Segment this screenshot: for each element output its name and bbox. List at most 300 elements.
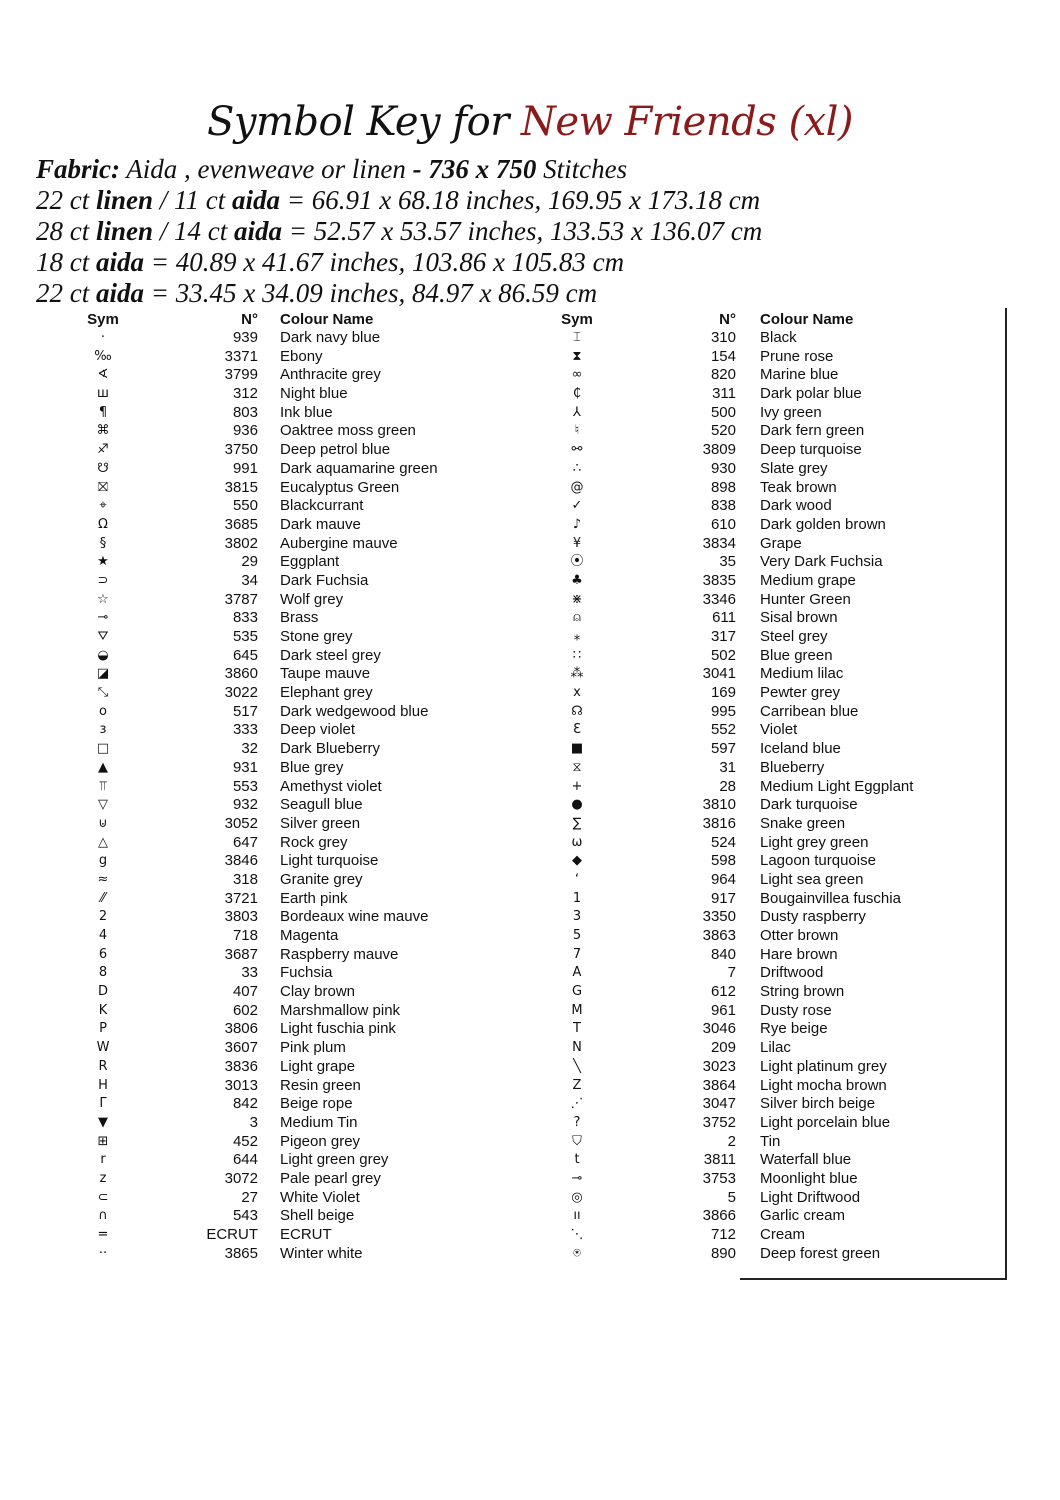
colour-name: Resin green bbox=[280, 1076, 361, 1094]
fabric-type: aida bbox=[234, 216, 283, 246]
thread-number: 5 bbox=[727, 1188, 736, 1206]
thread-number: 552 bbox=[710, 721, 736, 739]
colour-name: Light sea green bbox=[760, 870, 864, 888]
thread-number: 524 bbox=[710, 833, 736, 851]
colour-name: Cream bbox=[760, 1226, 806, 1243]
colour-name: Shell beige bbox=[280, 1207, 355, 1225]
thread-number: 318 bbox=[232, 870, 258, 888]
table-border-bottom bbox=[740, 1278, 1007, 1280]
colour-name: Very Dark Fuchsia bbox=[760, 553, 883, 571]
thread-number: 553 bbox=[232, 777, 258, 795]
thread-number: 3721 bbox=[224, 889, 258, 907]
thread-number: 500 bbox=[710, 403, 736, 421]
arrow-diagonal-icon: ♐ bbox=[97, 442, 109, 458]
size-text: 22 ct bbox=[36, 185, 96, 215]
square-outline-icon: □ bbox=[96, 741, 110, 757]
thread-number: 3816 bbox=[702, 814, 736, 832]
colour-name: ECRUT bbox=[280, 1226, 332, 1243]
triangle-up-outline-icon: △ bbox=[98, 834, 108, 850]
letter-n-icon: N bbox=[572, 1040, 582, 1056]
letter-t-lower-icon: t bbox=[574, 1152, 580, 1168]
thread-number: 718 bbox=[232, 927, 258, 944]
colour-name: Hare brown bbox=[760, 945, 838, 963]
colour-name: Ivy green bbox=[760, 403, 822, 421]
diagonal-dot-icon: ⤡ bbox=[97, 685, 109, 701]
thread-number: 803 bbox=[232, 403, 258, 421]
double-bar-icon: ıı bbox=[573, 1208, 581, 1224]
fabric-types: Aida , evenweave or linen bbox=[120, 154, 413, 184]
colour-name: Lagoon turquoise bbox=[760, 852, 876, 870]
colour-name: White Violet bbox=[280, 1188, 360, 1206]
letter-r-icon: R bbox=[98, 1058, 108, 1074]
fabric-type: aida bbox=[96, 247, 145, 277]
thread-number: 598 bbox=[710, 852, 736, 870]
size-text: = 33.45 x 34.09 inches, 84.97 x 86.59 cm bbox=[144, 278, 598, 308]
thread-number: 407 bbox=[232, 983, 258, 1001]
fabric-type: linen bbox=[96, 185, 154, 215]
thread-number: 3834 bbox=[702, 534, 736, 552]
colour-name: Tin bbox=[760, 1132, 781, 1150]
thread-number: 610 bbox=[710, 515, 736, 533]
colour-name: Light Driftwood bbox=[760, 1188, 861, 1206]
colour-name: Silver green bbox=[280, 814, 361, 832]
boxed-heart-icon: ⛉ bbox=[572, 1133, 582, 1149]
thread-number: 3860 bbox=[224, 665, 258, 683]
colour-name: Anthracite grey bbox=[280, 366, 381, 384]
thread-number: 3809 bbox=[702, 441, 736, 459]
yen-icon: ¥ bbox=[572, 535, 582, 551]
section-icon: § bbox=[99, 535, 107, 551]
thread-number: ECRUT bbox=[206, 1226, 258, 1243]
small-o-icon: o bbox=[99, 703, 107, 719]
thread-number: 3350 bbox=[702, 908, 736, 926]
music-note-icon: ♪ bbox=[572, 516, 582, 532]
colour-name: Dark mauve bbox=[280, 515, 361, 533]
letter-m-icon: M bbox=[571, 1002, 583, 1018]
circle-filled-icon: ● bbox=[571, 797, 583, 813]
colour-name: Pink plum bbox=[280, 1039, 346, 1057]
angle-icon: ∢ bbox=[97, 367, 109, 383]
per-mille-icon: ‰ bbox=[94, 348, 112, 364]
fabric-label: Fabric: bbox=[36, 154, 120, 184]
thread-number: 3047 bbox=[702, 1095, 736, 1113]
division-times-icon: ⋇ bbox=[571, 591, 583, 607]
open-e-icon: Ɛ bbox=[573, 722, 581, 738]
cup-dot-icon: ⊍ bbox=[98, 815, 108, 831]
colour-name: Deep violet bbox=[280, 721, 356, 739]
colour-name: Light porcelain blue bbox=[760, 1113, 891, 1131]
diagonal-dots-down-icon: ⋱ bbox=[570, 1227, 584, 1242]
colour-name: Light fuschia pink bbox=[280, 1020, 396, 1038]
colour-name: Moonlight blue bbox=[760, 1169, 858, 1187]
thread-number: 550 bbox=[232, 497, 258, 515]
thread-number: 27 bbox=[241, 1188, 258, 1206]
thread-number: 964 bbox=[710, 870, 736, 888]
size-line bbox=[36, 216, 1036, 247]
bullseye-icon: ◎ bbox=[571, 1189, 583, 1205]
colour-name: Dusty raspberry bbox=[760, 908, 866, 926]
thread-number: 517 bbox=[232, 702, 258, 720]
page-title bbox=[0, 96, 1060, 148]
thread-number: 32 bbox=[241, 740, 258, 758]
colour-name: Silver birch beige bbox=[760, 1095, 876, 1113]
thread-number: 838 bbox=[710, 497, 736, 515]
thread-number: 939 bbox=[232, 329, 258, 346]
thread-number: 312 bbox=[232, 385, 258, 403]
thread-number: 3806 bbox=[224, 1020, 258, 1038]
size-text: = 66.91 x 68.18 inches, 169.95 x 173.18 cm bbox=[280, 185, 761, 215]
colour-name: Ebony bbox=[280, 347, 323, 365]
colour-name: Blueberry bbox=[760, 758, 825, 776]
colour-name: Sisal brown bbox=[760, 609, 838, 627]
colour-name: Taupe mauve bbox=[280, 665, 371, 683]
digit-1-icon: 1 bbox=[572, 890, 582, 906]
thread-number: 3607 bbox=[224, 1039, 258, 1057]
colour-name: Snake green bbox=[760, 814, 846, 832]
fabric-line bbox=[36, 154, 1036, 185]
colour-name: Winter white bbox=[280, 1244, 363, 1262]
thread-number: 3041 bbox=[702, 665, 736, 683]
colour-name: Blackcurrant bbox=[280, 497, 364, 515]
colour-name: Medium lilac bbox=[760, 665, 844, 683]
thread-number: 3866 bbox=[702, 1207, 736, 1225]
colour-name: Steel grey bbox=[760, 628, 828, 645]
asterism-x-icon: ⁂ bbox=[570, 666, 584, 682]
ascending-node-icon: ☊ bbox=[571, 703, 583, 719]
title-prefix: Symbol Key for bbox=[206, 99, 509, 145]
thread-number: 34 bbox=[241, 571, 258, 589]
thread-number: 3836 bbox=[224, 1057, 258, 1075]
thread-number: 3022 bbox=[224, 684, 258, 702]
colour-name: Dark wedgewood blue bbox=[280, 702, 429, 720]
triangle-down-outline-icon: ▽ bbox=[98, 797, 108, 813]
check-icon: ✓ bbox=[571, 498, 583, 514]
colour-name: Marine blue bbox=[760, 366, 839, 384]
superset-icon: ⊃ bbox=[97, 572, 109, 588]
triangle-down-filled-icon: ▼ bbox=[98, 1114, 108, 1130]
thread-number: 3346 bbox=[702, 590, 736, 608]
size-text: = 52.57 x 53.57 inches, 133.53 x 136.07 cm bbox=[282, 216, 763, 246]
colour-name: Dusty rose bbox=[760, 1001, 832, 1019]
club-icon: ♣ bbox=[571, 572, 583, 588]
thread-number: 311 bbox=[712, 385, 736, 403]
at-icon: @ bbox=[570, 479, 584, 495]
thread-number: 3753 bbox=[702, 1169, 736, 1187]
thread-number: 932 bbox=[232, 796, 258, 814]
comma-turned-icon: ʻ bbox=[574, 871, 580, 887]
colour-name: Eucalyptus Green bbox=[280, 478, 400, 496]
fabric-type: aida bbox=[232, 185, 281, 215]
colour-name: Pewter grey bbox=[760, 684, 841, 702]
thread-number: 890 bbox=[710, 1244, 736, 1262]
thread-number: 3 bbox=[249, 1113, 258, 1131]
header-number: N° bbox=[719, 311, 736, 328]
thread-number: 3685 bbox=[224, 515, 258, 533]
colour-name: Dark Blueberry bbox=[280, 740, 381, 758]
colour-name: Prune rose bbox=[760, 347, 834, 365]
dash-dot-icon: ⊸ bbox=[571, 1170, 583, 1186]
colour-name: Lilac bbox=[760, 1039, 791, 1057]
size-text: / 14 ct bbox=[153, 216, 235, 246]
fabric-type: aida bbox=[96, 278, 145, 308]
thread-number: 712 bbox=[710, 1226, 736, 1243]
digit-4-icon: 4 bbox=[98, 928, 108, 943]
letter-a-icon: A bbox=[572, 965, 582, 981]
colour-name: Ink blue bbox=[280, 403, 333, 421]
sigma-icon: ∑ bbox=[572, 815, 582, 831]
thread-number: 3863 bbox=[702, 927, 736, 944]
thread-number: 995 bbox=[710, 702, 736, 720]
fabric-specs bbox=[36, 154, 1036, 309]
header-colour-name: Colour Name bbox=[280, 311, 374, 328]
letter-h-icon: H bbox=[98, 1077, 108, 1093]
colour-name: Granite grey bbox=[280, 870, 363, 888]
colour-name: Rye beige bbox=[760, 1020, 828, 1038]
colour-name: Night blue bbox=[280, 385, 348, 403]
circled-dot-icon: ⦿ bbox=[570, 554, 584, 570]
colour-name: Seagull blue bbox=[280, 796, 363, 814]
thread-number: 3750 bbox=[224, 441, 258, 459]
thread-number: 7 bbox=[727, 964, 736, 982]
colour-name: Rock grey bbox=[280, 833, 348, 851]
thread-number: 520 bbox=[710, 422, 736, 440]
tee-bar-icon: ⫪ bbox=[99, 778, 107, 794]
proportion-icon: ∷ bbox=[572, 647, 582, 663]
thread-number: 833 bbox=[232, 609, 258, 627]
omega-lower-icon: ω bbox=[571, 834, 583, 850]
two-dots-icon: ·· bbox=[98, 1245, 108, 1261]
thread-number: 842 bbox=[232, 1095, 258, 1113]
colour-name: Marshmallow pink bbox=[280, 1001, 401, 1019]
colour-name: Brass bbox=[280, 609, 319, 627]
thread-number: 602 bbox=[232, 1001, 258, 1019]
diagonal-dots-icon: ⋰ bbox=[570, 1096, 584, 1112]
crosshair-icon: ⌖ bbox=[99, 498, 107, 514]
thread-number: 317 bbox=[710, 628, 736, 645]
thread-number: 3815 bbox=[224, 478, 258, 496]
colour-name: Bougainvillea fuschia bbox=[760, 889, 901, 907]
circled-star-icon: ⍟ bbox=[573, 1245, 581, 1261]
colour-name: Dark Fuchsia bbox=[280, 571, 369, 589]
colour-name: Elephant grey bbox=[280, 684, 373, 702]
digit-5-icon: 5 bbox=[572, 928, 582, 943]
thread-number: 898 bbox=[710, 478, 736, 496]
colour-name: Light grey green bbox=[760, 833, 869, 851]
thread-number: 3371 bbox=[224, 347, 258, 365]
letter-w-icon: W bbox=[96, 1040, 110, 1056]
colour-name: Clay brown bbox=[280, 983, 356, 1001]
thread-number: 930 bbox=[710, 459, 736, 477]
therefore-icon: ∴ bbox=[572, 460, 582, 476]
thread-number: 535 bbox=[232, 628, 258, 645]
colour-name: Dark turquoise bbox=[760, 796, 858, 814]
equals-icon: = bbox=[97, 1227, 109, 1242]
thread-number: 31 bbox=[719, 758, 736, 776]
colour-name: Deep turquoise bbox=[760, 441, 862, 459]
thread-number: 917 bbox=[710, 889, 736, 907]
size-line bbox=[36, 185, 1036, 216]
letter-k-icon: K bbox=[98, 1002, 108, 1018]
letter-p-icon: P bbox=[99, 1021, 107, 1037]
thread-number: 611 bbox=[712, 609, 736, 627]
letter-g-icon: g bbox=[98, 853, 108, 869]
boxed-h-icon: ⌶ bbox=[573, 330, 581, 345]
letter-z-icon: Z bbox=[572, 1077, 582, 1093]
approx-icon: ≈ bbox=[97, 871, 109, 887]
triangle-down-heavy-icon: ⛛ bbox=[97, 629, 109, 644]
thread-number: 840 bbox=[710, 945, 736, 963]
thread-number: 3072 bbox=[224, 1169, 258, 1187]
thread-number: 3752 bbox=[702, 1113, 736, 1131]
size-text: = 40.89 x 41.67 inches, 103.86 x 105.83 cm bbox=[144, 247, 625, 277]
sha-icon: ш bbox=[97, 386, 109, 402]
colour-name: Wolf grey bbox=[280, 590, 344, 608]
subset-icon: ⊂ bbox=[97, 1189, 109, 1205]
colour-name: Deep forest green bbox=[760, 1244, 881, 1262]
digit-2-icon: 2 bbox=[98, 909, 108, 925]
colour-name: Carribean blue bbox=[760, 702, 859, 720]
digit-8-icon: 8 bbox=[98, 965, 108, 981]
header-sym: Sym bbox=[87, 311, 119, 328]
thread-number: 3052 bbox=[224, 814, 258, 832]
colour-name: String brown bbox=[760, 983, 845, 1001]
colour-name: Black bbox=[760, 329, 797, 346]
colour-name: Eggplant bbox=[280, 553, 340, 571]
thread-number: 502 bbox=[710, 646, 736, 664]
thread-number: 209 bbox=[710, 1039, 736, 1057]
boxed-star-icon: ⛝ bbox=[98, 479, 108, 495]
descending-node-icon: ☋ bbox=[97, 460, 109, 476]
thread-number: 597 bbox=[710, 740, 736, 758]
thread-number: 3810 bbox=[702, 796, 736, 814]
colour-name: Dark aquamarine green bbox=[280, 459, 438, 477]
double-slash-icon: ⁄⁄ bbox=[100, 890, 106, 906]
colour-name: Dark steel grey bbox=[280, 646, 381, 664]
colour-name: Magenta bbox=[280, 927, 339, 944]
thread-number: 936 bbox=[232, 422, 258, 440]
thread-number: 647 bbox=[232, 833, 258, 851]
thread-number: 33 bbox=[241, 964, 258, 982]
size-text: 22 ct bbox=[36, 278, 96, 308]
letter-x-icon: x bbox=[573, 685, 581, 701]
circle-half-bottom-icon: ◒ bbox=[97, 647, 109, 663]
multimap-icon: ⊸ bbox=[97, 610, 109, 626]
colour-name: Light platinum grey bbox=[760, 1057, 887, 1075]
thread-number: 820 bbox=[710, 366, 736, 384]
colour-name: Light green grey bbox=[280, 1151, 389, 1169]
colour-name: Hunter Green bbox=[760, 590, 851, 608]
thread-number: 3802 bbox=[224, 534, 258, 552]
plus-icon: + bbox=[571, 778, 583, 794]
colour-name: Dark golden brown bbox=[760, 515, 886, 533]
size-line bbox=[36, 278, 1036, 309]
thread-number: 29 bbox=[241, 553, 258, 571]
star-outline-icon: ☆ bbox=[97, 591, 109, 607]
thread-number: 644 bbox=[232, 1151, 258, 1169]
colour-name: Garlic cream bbox=[760, 1207, 846, 1225]
size-line bbox=[36, 247, 1036, 278]
letter-r-lower-icon: r bbox=[100, 1152, 106, 1168]
thread-number: 28 bbox=[719, 777, 736, 795]
colour-name: Dark fern green bbox=[760, 422, 865, 440]
digit-6-icon: 6 bbox=[98, 946, 108, 962]
letter-z-lower-icon: z bbox=[99, 1170, 107, 1186]
colour-name: Medium Light Eggplant bbox=[760, 777, 914, 795]
stitch-count: - 736 x 750 bbox=[412, 154, 537, 184]
colour-name: Iceland blue bbox=[760, 740, 841, 758]
colour-name: Dark wood bbox=[760, 497, 832, 515]
cedi-icon: ₵ bbox=[572, 386, 582, 402]
thread-number: 333 bbox=[232, 721, 258, 739]
triangle-up-filled-icon: ▲ bbox=[98, 759, 108, 775]
letter-g-upper-icon: G bbox=[571, 984, 583, 1000]
thread-number: 3023 bbox=[702, 1057, 736, 1075]
size-text: / 11 ct bbox=[153, 185, 233, 215]
command-icon: ⌘ bbox=[96, 423, 110, 439]
colour-name: Fuchsia bbox=[280, 964, 333, 982]
thread-number: 3799 bbox=[224, 366, 258, 384]
boxed-plus-icon: ⊞ bbox=[97, 1133, 109, 1149]
colour-name: Earth pink bbox=[280, 889, 348, 907]
pilcrow-icon: ¶ bbox=[98, 404, 108, 420]
thread-number: 543 bbox=[232, 1207, 258, 1225]
colour-name: Medium Tin bbox=[280, 1113, 358, 1131]
colour-name: Violet bbox=[760, 721, 798, 739]
colour-name: Bordeaux wine mauve bbox=[280, 908, 429, 926]
header-colour-name: Colour Name bbox=[760, 311, 854, 328]
size-text: 18 ct bbox=[36, 247, 96, 277]
colour-name: Pale pearl grey bbox=[280, 1169, 381, 1187]
thread-number: 612 bbox=[710, 983, 736, 1001]
rotated-3-icon: ɜ bbox=[99, 722, 107, 738]
colour-name: Driftwood bbox=[760, 964, 824, 982]
backslash-icon: ╲ bbox=[573, 1058, 581, 1074]
colour-name: Slate grey bbox=[760, 459, 828, 477]
colour-name: Blue green bbox=[760, 646, 833, 664]
question-icon: ? bbox=[573, 1114, 581, 1130]
gamma-icon: Γ bbox=[99, 1096, 107, 1112]
thread-number: 3046 bbox=[702, 1020, 736, 1038]
colour-name: Pigeon grey bbox=[280, 1132, 361, 1150]
colour-name: Raspberry mauve bbox=[280, 945, 399, 963]
table-border-right bbox=[1005, 308, 1007, 1280]
colour-name: Waterfall blue bbox=[760, 1151, 852, 1169]
hourglass-filled-icon: ⧗ bbox=[572, 348, 582, 364]
star-filled-icon: ★ bbox=[97, 554, 109, 570]
digit-7-icon: 7 bbox=[572, 946, 582, 962]
letter-t-icon: T bbox=[573, 1021, 581, 1037]
hourglass-outline-icon: ⧖ bbox=[572, 759, 582, 775]
colour-name: Light mocha brown bbox=[760, 1076, 887, 1094]
thread-number: 3865 bbox=[224, 1244, 258, 1262]
colour-name: Beige rope bbox=[280, 1095, 353, 1113]
dot-icon: · bbox=[100, 330, 106, 345]
colour-name: Medium grape bbox=[760, 571, 856, 589]
colour-name: Dark polar blue bbox=[760, 385, 862, 403]
colour-name: Grape bbox=[760, 534, 802, 552]
stitches-word: Stitches bbox=[536, 154, 628, 184]
link-icon: ⚯ bbox=[571, 442, 583, 458]
colour-name: Light turquoise bbox=[280, 852, 379, 870]
header-sym: Sym bbox=[561, 311, 593, 328]
infinity-icon: ∞ bbox=[571, 367, 583, 383]
intersection-icon: ∩ bbox=[98, 1208, 108, 1224]
thread-number: 3835 bbox=[702, 571, 736, 589]
thread-number: 3687 bbox=[224, 945, 258, 963]
colour-name: Dark navy blue bbox=[280, 329, 381, 346]
thread-number: 169 bbox=[710, 684, 736, 702]
colour-name: Teak brown bbox=[760, 478, 837, 496]
